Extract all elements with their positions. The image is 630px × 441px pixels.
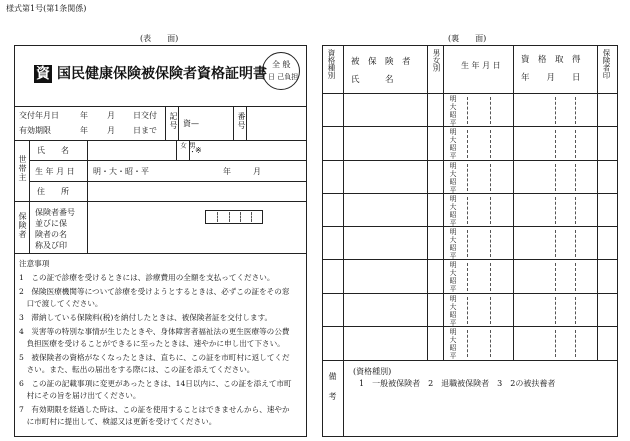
symbol-label-cell: [165, 106, 179, 141]
date-separator: [555, 330, 556, 357]
date-separator: [467, 97, 468, 124]
form-number: 様式第1号(第1条関係): [6, 4, 87, 13]
remarks-title: (資格種別): [353, 367, 392, 376]
note-line: 5 被保険者の資格がなくなったときは、直ちに、この証を市町村に返してくだ: [19, 353, 290, 362]
number-label: 番号: [237, 112, 246, 130]
back-table-row: [323, 161, 617, 194]
insurer-info-line-1: 保険者番号: [35, 208, 75, 217]
insurer-seal: [262, 52, 300, 90]
symbol-label: 記号: [169, 112, 178, 130]
insurer-info-line-2: 並びに保: [35, 219, 67, 228]
note-line: 口で渡してください。: [19, 299, 103, 308]
back-table-row: [323, 294, 617, 327]
notes-title: 注意事項: [19, 259, 50, 268]
era-options: 明 大 昭 平: [449, 228, 457, 260]
era-options: 明 大 昭 平: [449, 327, 457, 360]
date-separator: [555, 130, 556, 157]
insured-header: 被 保 険 者: [351, 57, 411, 67]
birth-month: 月: [253, 167, 261, 176]
era-options: 明 大 昭 平: [449, 95, 457, 127]
back-table-row: [323, 327, 617, 360]
birth-year: 年: [223, 167, 231, 176]
date-separator: [575, 263, 576, 290]
era-options: 明 大 昭 平: [449, 294, 457, 327]
expiry-day: 日まで: [133, 126, 157, 135]
date-separator: [575, 230, 576, 257]
remarks-label: 備 考: [328, 372, 337, 402]
back-header-row: [323, 46, 617, 94]
date-separator: [467, 130, 468, 157]
era-options: 明 大 昭 平: [449, 161, 457, 194]
date-separator: [575, 97, 576, 124]
issue-month: 月: [107, 111, 115, 120]
back-table-row: [323, 194, 617, 227]
address-label: 住 所: [37, 187, 69, 196]
date-separator: [575, 130, 576, 157]
back-table-row: [323, 127, 617, 160]
note-line: 3 滞納している保険料(税)を納付したときは、被保険者証を交付します。: [19, 313, 273, 322]
remarks-label-cell: [323, 360, 344, 436]
date-separator: [555, 263, 556, 290]
sex-cell: [176, 141, 196, 161]
era-options: 明 大 昭 平: [449, 128, 457, 161]
era-options: 明 大 昭 平: [449, 194, 457, 227]
issue-year: 年: [80, 111, 88, 120]
document-title: 国民健康保険被保険者資格証明書: [57, 66, 267, 82]
insurer-label: 保険者: [18, 212, 27, 239]
name-header: 氏 名: [351, 75, 394, 85]
name-label: 氏 名: [37, 146, 69, 155]
date-separator: [490, 164, 491, 191]
note-line: さい。また、転出の届出をする際には、この証を添えてください。: [19, 365, 255, 374]
front-card: [14, 45, 307, 437]
back-label: (裏 面): [448, 34, 487, 43]
date-separator: [555, 297, 556, 324]
date-separator: [575, 197, 576, 224]
birthdate-era: 明・大・昭・平: [93, 167, 149, 176]
title-mark: 資: [36, 66, 50, 82]
date-separator: [490, 330, 491, 357]
front-label: (表 面): [140, 34, 179, 43]
insurer-divider: [87, 202, 88, 254]
date-separator: [555, 197, 556, 224]
date-separator: [490, 130, 491, 157]
insurer-info-line-3: 険者の名: [35, 230, 67, 239]
notes-section: [15, 254, 306, 436]
date-separator: [490, 230, 491, 257]
householder-label: 世帯主: [18, 155, 27, 182]
birthdate-header: 生 年 月 日: [461, 61, 501, 70]
back-table-row: [323, 260, 617, 293]
note-line: 4 災害等の特別な事情が生じたときや、身体障害者福祉法の更生医療等の公費: [19, 327, 290, 336]
symbol-value: 資—: [183, 119, 199, 128]
date-separator: [467, 230, 468, 257]
date-separator: [490, 263, 491, 290]
name-row: [30, 141, 306, 161]
remarks-text: 1 一般被保険者 2 退職被保険者 3 2の被扶養者: [359, 379, 556, 388]
acquire-date-header: 年 月 日: [521, 73, 581, 83]
qualification-header: 資格種別: [327, 49, 336, 79]
issue-day: 日交付: [133, 111, 157, 120]
note-line: 負担医療を受けることができるに至ったときは、速やかに申し出て下さい。: [19, 339, 285, 348]
note-line: 村にその旨を届け出てください。: [19, 391, 141, 400]
sex-label: 男・女: [179, 142, 196, 155]
insurer-number-box: [205, 210, 263, 224]
back-card: [322, 45, 618, 437]
note-line: 7 有効期限を経過した時は、この証を使用することはできませんから、速やか: [19, 405, 290, 414]
date-separator: [467, 263, 468, 290]
insurer-label-cell: [15, 202, 30, 254]
note-line: 2 保険医療機関等について診療を受けようとするときは、必ずこの証をその窓: [19, 287, 290, 296]
date-separator: [555, 164, 556, 191]
householder-label-cell: [15, 141, 30, 202]
number-label-cell: [233, 106, 247, 141]
acquire-header: 資 格 取 得: [521, 55, 581, 65]
era-options: 明 大 昭 平: [449, 261, 457, 294]
date-separator: [575, 330, 576, 357]
date-separator: [467, 197, 468, 224]
seal-top-text: 全 般: [272, 60, 291, 69]
date-separator: [467, 297, 468, 324]
note-line: 1 この証で診療を受けるときには、診療費用の全額を支払ってください。: [19, 273, 275, 282]
back-table-row: [323, 227, 617, 260]
date-separator: [490, 97, 491, 124]
back-table-row: [323, 94, 617, 127]
date-separator: [555, 230, 556, 257]
date-separator: [575, 164, 576, 191]
sex-header: 男女別: [432, 49, 441, 72]
date-separator: [490, 297, 491, 324]
seal-bottom-text: 日 己負担: [268, 73, 299, 81]
asterisk-mark: ※: [195, 146, 202, 155]
date-separator: [575, 297, 576, 324]
date-separator: [490, 197, 491, 224]
expiry-year: 年: [80, 126, 88, 135]
insurer-info-line-4: 称及び印: [35, 241, 67, 250]
date-separator: [467, 164, 468, 191]
expiry-month: 月: [107, 126, 115, 135]
note-line: 6 この証の記載事項に変更があったときは、14日以内に、この証を添えて市町: [19, 379, 292, 388]
expiry-label: 有効期限: [19, 126, 51, 135]
date-separator: [555, 97, 556, 124]
seal-header: 保険者印: [602, 49, 611, 79]
issue-date-label: 交付年月日: [19, 111, 59, 120]
birthdate-label: 生 年 月 日: [35, 167, 75, 176]
date-separator: [467, 330, 468, 357]
note-line: に市町村に提出して、検認又は更新を受けてください。: [19, 417, 217, 426]
